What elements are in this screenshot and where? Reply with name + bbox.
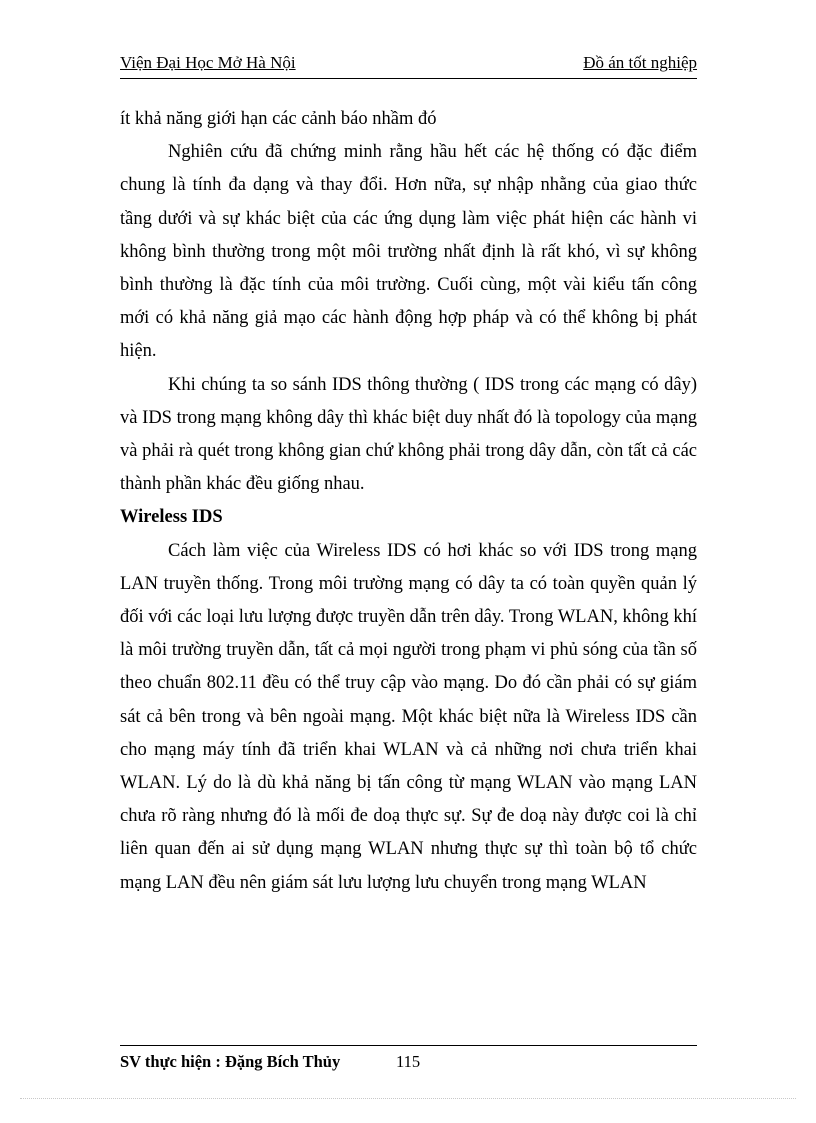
paragraph-wireless-ids: Cách làm việc của Wireless IDS có hơi khác so với IDS trong mạng LAN truyền thống. Trong môi trường mạng có dây ta có toàn quyền quản lý đối với các loại lưu lượng được truyền dẫn trên dây. Trong WLAN, không khí là môi trường truyền dẫn, tất cả mọi người trong phạm vi phủ sóng của tần số theo chuẩn 802.11 đều có thể truy cập vào mạng. Do đó cần phải có sự giám sát cả bên trong và bên ngoài mạng. Một khác biệt nữa là Wireless IDS cần cho mạng máy tính đã triển khai WLAN và cả những nơi chưa triển khai WLAN. Lý do là dù khả năng bị tấn công từ mạng WLAN vào mạng LAN chưa rõ ràng nhưng đó là mối đe doạ thực sự. Sự đe doạ này được coi là chỉ liên quan đến ai sử dụng mạng WLAN nhưng thực sự thì toàn bộ tổ chức mạng LAN đều nên giám sát lưu lượng lưu chuyển trong mạng WLAN <box>120 540 697 893</box>
student-name: SV thực hiện : Đặng Bích Thủy <box>120 1052 341 1071</box>
page-edge-divider <box>20 1098 796 1099</box>
document-type: Đồ án tốt nghiệp <box>583 53 697 72</box>
page-number: 115 <box>396 1052 421 1071</box>
institution-name: Viện Đại Học Mở Hà Nội <box>120 53 296 72</box>
section-heading: Wireless IDS <box>120 507 223 528</box>
paragraph-comparison: Khi chúng ta so sánh IDS thông thường ( IDS trong các mạng có dây) và IDS trong mạng không dây thì khác biệt duy nhất đó là topology của mạng và phải rà quét trong không gian chứ không phải trong dây dẫn, còn tất cả các thành phần khác đều giống nhau. <box>120 374 697 495</box>
page-header <box>120 50 697 79</box>
paragraph-research: Nghiên cứu đã chứng minh rằng hầu hết các hệ thống có đặc điểm chung là tính đa dạng và thay đổi. Hơn nữa, sự nhập nhằng của giao thức tầng dưới và sự khác biệt của các ứng dụng làm việc phát hiện các hành vi không bình thường trong một môi trường nhất định là rất khó, vì sự không bình thường là đặc tính của môi trường. Cuối cùng, một vài kiểu tấn công mới có khả năng giả mạo các hành động hợp pháp và có thể không bị phát hiện. <box>120 142 697 362</box>
paragraph-continuation: ít khả năng giới hạn các cảnh báo nhầm đó <box>120 109 437 129</box>
page-footer <box>120 1045 697 1071</box>
body-content <box>120 103 697 900</box>
